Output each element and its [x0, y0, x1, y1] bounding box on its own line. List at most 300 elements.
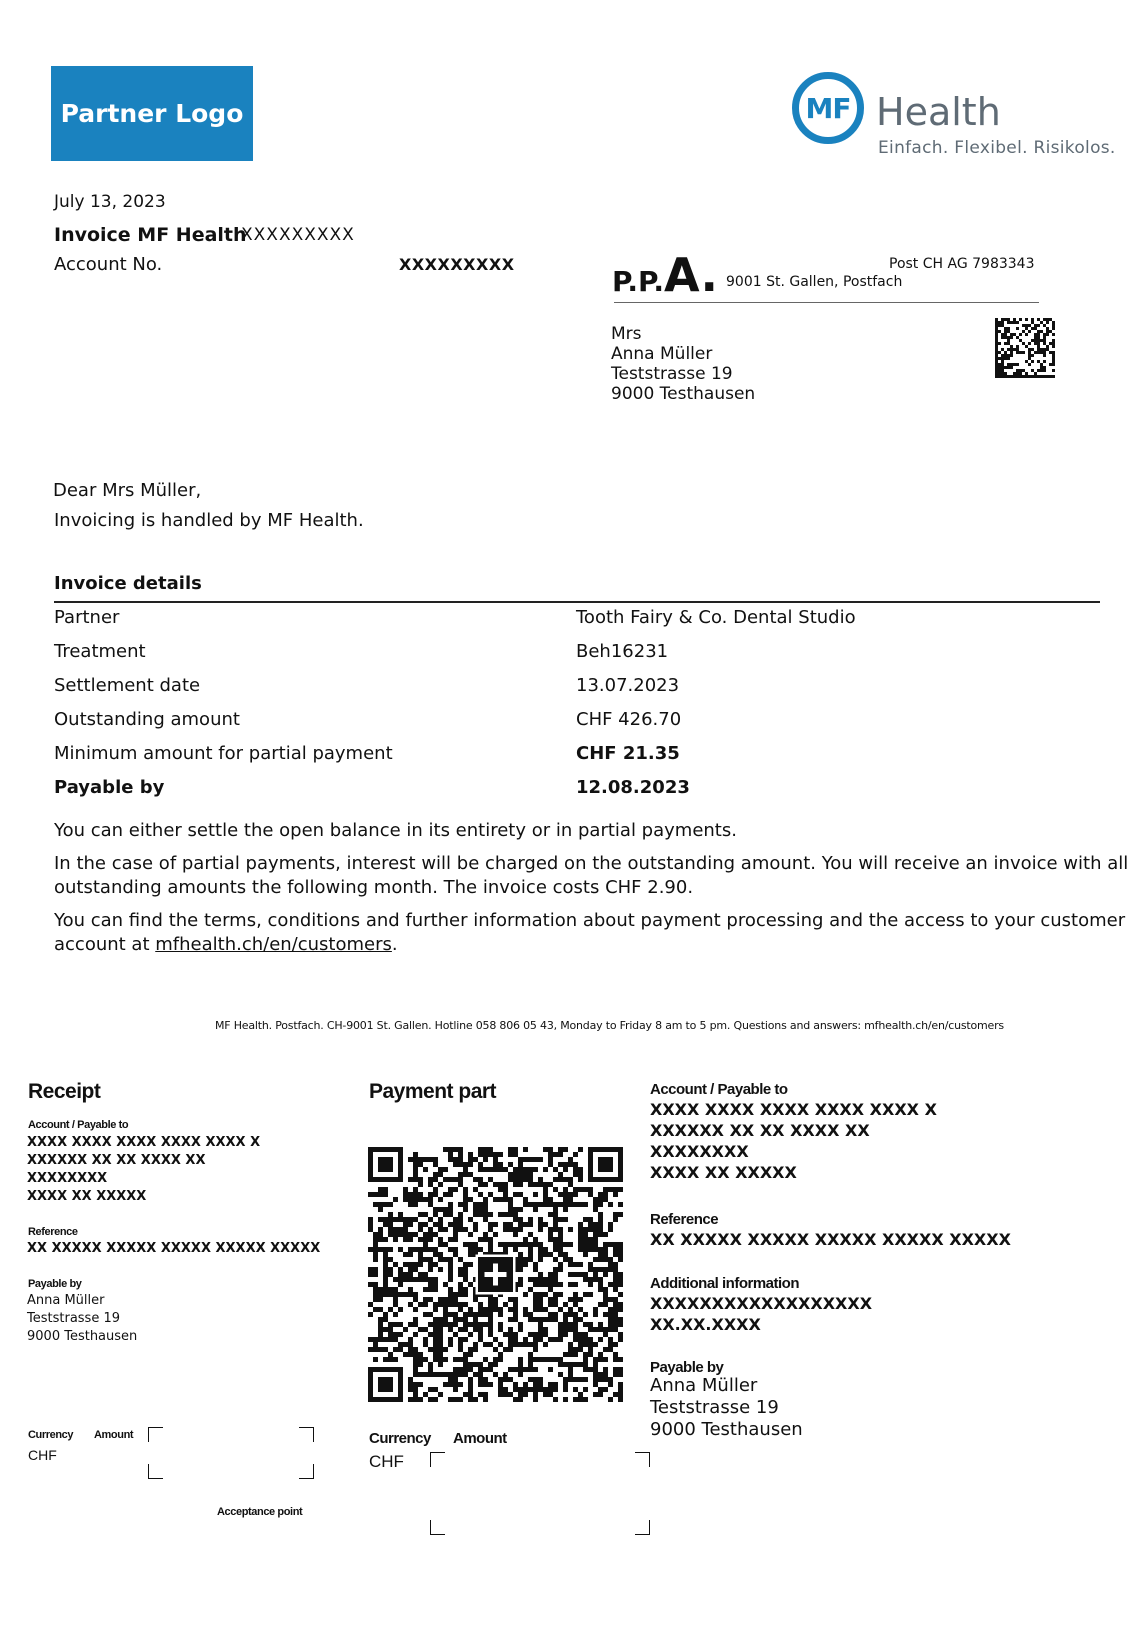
qr-module: [373, 1232, 378, 1237]
qr-module: [423, 1372, 428, 1377]
qr-module: [588, 1327, 593, 1332]
qr-module: [583, 1247, 588, 1252]
qr-module: [598, 1247, 603, 1252]
qr-module: [548, 1152, 553, 1157]
qr-module: [558, 1357, 563, 1362]
qr-module: [398, 1212, 403, 1217]
qr-module: [573, 1352, 578, 1357]
datamatrix-module: [998, 363, 1001, 366]
qr-module: [523, 1367, 528, 1372]
qr-module: [393, 1197, 398, 1202]
qr-module: [618, 1337, 623, 1342]
qr-module: [458, 1222, 463, 1227]
qr-module: [428, 1257, 433, 1262]
qr-module: [613, 1372, 618, 1377]
qr-module: [573, 1162, 578, 1167]
qr-module: [513, 1242, 518, 1247]
qr-module: [503, 1227, 508, 1232]
qr-module: [478, 1167, 483, 1172]
payment-amount-box[interactable]: [430, 1452, 650, 1535]
qr-module: [528, 1232, 533, 1237]
qr-module: [463, 1372, 468, 1377]
qr-module: [563, 1322, 568, 1327]
mf-logo-mark-text: MF: [805, 91, 851, 125]
qr-module: [388, 1327, 393, 1332]
qr-module: [593, 1342, 598, 1347]
qr-module: [503, 1392, 508, 1397]
qr-module: [413, 1247, 418, 1252]
qr-module: [563, 1352, 568, 1357]
receipt-reference-label: Reference: [28, 1226, 78, 1238]
qr-module: [448, 1322, 453, 1327]
datamatrix-module: [1016, 345, 1019, 348]
qr-module: [588, 1242, 593, 1247]
qr-module: [478, 1377, 483, 1382]
qr-module: [393, 1237, 398, 1242]
datamatrix-module: [998, 372, 1001, 375]
qr-module: [458, 1177, 463, 1182]
qr-module: [543, 1187, 548, 1192]
qr-module: [368, 1267, 373, 1272]
qr-module: [388, 1232, 393, 1237]
datamatrix-module: [1022, 369, 1025, 372]
qr-module: [493, 1182, 498, 1187]
qr-module: [498, 1342, 503, 1347]
qr-module: [408, 1272, 413, 1277]
qr-module: [478, 1362, 483, 1367]
detail-value: CHF 21.35: [576, 743, 680, 764]
intro-text: Invoicing is handled by MF Health.: [54, 510, 364, 531]
qr-module: [548, 1357, 553, 1362]
qr-module: [383, 1202, 388, 1207]
qr-module: [523, 1202, 528, 1207]
payment-payable-by: [650, 1375, 803, 1441]
payment-reference: XX XXXXX XXXXX XXXXX XXXXX XXXXX: [650, 1230, 1011, 1249]
qr-module: [433, 1162, 438, 1167]
datamatrix-module: [1031, 348, 1034, 351]
datamatrix-module: [1043, 351, 1046, 354]
datamatrix-module: [1025, 327, 1028, 330]
qr-module: [573, 1167, 578, 1172]
qr-module: [578, 1242, 583, 1247]
qr-module: [608, 1337, 613, 1342]
qr-module: [388, 1307, 393, 1312]
qr-module: [538, 1292, 543, 1297]
qr-module: [538, 1202, 543, 1207]
qr-module: [488, 1322, 493, 1327]
qr-module: [598, 1277, 603, 1282]
qr-module: [523, 1312, 528, 1317]
qr-module: [483, 1357, 488, 1362]
qr-module: [468, 1162, 473, 1167]
qr-module: [418, 1247, 423, 1252]
qr-module: [553, 1272, 558, 1277]
qr-module: [483, 1157, 488, 1162]
qr-module: [518, 1207, 523, 1212]
qr-module: [463, 1272, 468, 1277]
qr-module: [503, 1347, 508, 1352]
qr-module: [378, 1332, 383, 1337]
qr-module: [408, 1302, 413, 1307]
receipt-currency-label: Currency: [28, 1429, 74, 1441]
qr-module: [478, 1307, 483, 1312]
qr-module: [498, 1307, 503, 1312]
qr-module: [513, 1367, 518, 1372]
qr-module: [563, 1302, 568, 1307]
datamatrix-module: [998, 351, 1001, 354]
qr-module: [473, 1207, 478, 1212]
qr-module: [558, 1242, 563, 1247]
qr-module: [518, 1267, 523, 1272]
qr-module: [378, 1217, 383, 1222]
qr-module: [593, 1207, 598, 1212]
payment-account-line: XXXXXXXX: [650, 1142, 749, 1161]
qr-module: [558, 1237, 563, 1242]
qr-module: [588, 1282, 593, 1287]
qr-module: [553, 1167, 558, 1172]
qr-module: [483, 1312, 488, 1317]
datamatrix-module: [1001, 372, 1004, 375]
qr-module: [393, 1277, 398, 1282]
datamatrix-module: [1037, 330, 1040, 333]
qr-module: [433, 1332, 438, 1337]
datamatrix-module: [1052, 363, 1055, 366]
datamatrix-module: [1010, 333, 1013, 336]
qr-module: [463, 1337, 468, 1342]
qr-module: [598, 1282, 603, 1287]
qr-module: [523, 1157, 528, 1162]
qr-module: [373, 1347, 378, 1352]
qr-module: [448, 1277, 453, 1282]
qr-module: [453, 1227, 458, 1232]
qr-module: [468, 1157, 473, 1162]
qr-module: [498, 1197, 503, 1202]
qr-module: [383, 1247, 388, 1252]
qr-module: [548, 1302, 553, 1307]
qr-module: [388, 1292, 393, 1297]
datamatrix-module: [1001, 348, 1004, 351]
qr-module: [613, 1327, 618, 1332]
qr-module: [588, 1217, 593, 1222]
qr-module: [568, 1372, 573, 1377]
qr-module: [583, 1352, 588, 1357]
qr-module: [418, 1177, 423, 1182]
qr-module: [543, 1222, 548, 1227]
datamatrix-module: [1022, 342, 1025, 345]
datamatrix-module: [1028, 363, 1031, 366]
qr-module: [408, 1267, 413, 1272]
qr-module: [408, 1337, 413, 1342]
qr-module: [373, 1297, 378, 1302]
qr-module: [513, 1152, 518, 1157]
qr-module: [573, 1302, 578, 1307]
datamatrix-module: [1025, 333, 1028, 336]
qr-module: [463, 1287, 468, 1292]
qr-module: [598, 1322, 603, 1327]
qr-module: [488, 1302, 493, 1307]
datamatrix-module: [1001, 360, 1004, 363]
qr-module: [558, 1292, 563, 1297]
qr-module: [573, 1172, 578, 1177]
qr-module: [463, 1322, 468, 1327]
datamatrix-module: [1037, 324, 1040, 327]
qr-module: [618, 1247, 623, 1252]
qr-module: [528, 1312, 533, 1317]
qr-module: [518, 1327, 523, 1332]
qr-module: [578, 1222, 583, 1227]
qr-module: [473, 1362, 478, 1367]
qr-module: [578, 1272, 583, 1277]
qr-module: [533, 1377, 538, 1382]
qr-module: [518, 1192, 523, 1197]
qr-module: [608, 1282, 613, 1287]
qr-module: [533, 1167, 538, 1172]
qr-module: [488, 1152, 493, 1157]
qr-module: [618, 1382, 623, 1387]
qr-module: [463, 1162, 468, 1167]
qr-module: [508, 1162, 513, 1167]
qr-module: [443, 1347, 448, 1352]
qr-module: [483, 1217, 488, 1222]
qr-module: [428, 1362, 433, 1367]
qr-module: [613, 1352, 618, 1357]
qr-module: [543, 1317, 548, 1322]
qr-module: [558, 1307, 563, 1312]
qr-module: [563, 1217, 568, 1222]
qr-module: [613, 1302, 618, 1307]
qr-module: [508, 1392, 513, 1397]
qr-module: [448, 1192, 453, 1197]
qr-module: [618, 1392, 623, 1397]
datamatrix-module: [1031, 318, 1034, 321]
qr-module: [418, 1157, 423, 1162]
qr-module: [473, 1397, 478, 1402]
qr-module: [528, 1157, 533, 1162]
qr-module: [573, 1337, 578, 1342]
qr-module: [593, 1357, 598, 1362]
qr-module: [608, 1267, 613, 1272]
qr-module: [408, 1277, 413, 1282]
qr-module: [433, 1397, 438, 1402]
qr-module: [373, 1237, 378, 1242]
datamatrix-module: [998, 330, 1001, 333]
qr-module: [583, 1217, 588, 1222]
qr-module: [383, 1337, 388, 1342]
qr-module: [448, 1377, 453, 1382]
qr-module: [518, 1227, 523, 1232]
qr-module: [453, 1217, 458, 1222]
datamatrix-module: [1034, 339, 1037, 342]
qr-module: [423, 1257, 428, 1262]
qr-module: [498, 1242, 503, 1247]
qr-module: [603, 1367, 608, 1372]
qr-module: [428, 1182, 433, 1187]
datamatrix-module: [1052, 324, 1055, 327]
qr-module: [573, 1152, 578, 1157]
qr-module: [448, 1147, 453, 1152]
post-ch-number: Post CH AG 7983343: [889, 256, 1035, 272]
datamatrix-module: [1007, 357, 1010, 360]
qr-module: [613, 1267, 618, 1272]
qr-module: [503, 1247, 508, 1252]
qr-module: [588, 1227, 593, 1232]
qr-module: [563, 1252, 568, 1257]
qr-module: [603, 1297, 608, 1302]
qr-module: [498, 1322, 503, 1327]
qr-module: [618, 1357, 623, 1362]
qr-module: [598, 1212, 603, 1217]
qr-module: [463, 1292, 468, 1297]
qr-module: [508, 1147, 513, 1152]
datamatrix-module: [1007, 339, 1010, 342]
recipient-line: Teststrasse 19: [611, 364, 733, 384]
qr-module: [433, 1307, 438, 1312]
qr-module: [563, 1197, 568, 1202]
qr-module: [423, 1312, 428, 1317]
qr-module: [588, 1342, 593, 1347]
qr-module: [558, 1337, 563, 1342]
qr-module: [383, 1282, 388, 1287]
qr-module: [398, 1347, 403, 1352]
receipt-amount-label: Amount: [94, 1429, 134, 1441]
qr-module: [588, 1347, 593, 1352]
qr-module: [388, 1217, 393, 1222]
qr-module: [458, 1162, 463, 1167]
qr-module: [488, 1147, 493, 1152]
qr-module: [528, 1252, 533, 1257]
qr-module: [538, 1327, 543, 1332]
qr-module: [528, 1277, 533, 1282]
qr-module: [593, 1382, 598, 1387]
qr-module: [563, 1327, 568, 1332]
qr-module: [533, 1207, 538, 1212]
qr-module: [503, 1377, 508, 1382]
qr-module: [428, 1232, 433, 1237]
datamatrix-module: [1031, 339, 1034, 342]
qr-module: [433, 1327, 438, 1332]
datamatrix-module: [1043, 318, 1046, 321]
qr-module: [608, 1202, 613, 1207]
qr-module: [513, 1317, 518, 1322]
qr-module: [588, 1267, 593, 1272]
qr-module: [588, 1247, 593, 1252]
qr-module: [548, 1237, 553, 1242]
qr-module: [528, 1367, 533, 1372]
qr-module: [478, 1177, 483, 1182]
qr-module: [538, 1272, 543, 1277]
qr-module: [373, 1192, 378, 1197]
qr-module: [408, 1247, 413, 1252]
qr-module: [483, 1367, 488, 1372]
qr-module: [468, 1362, 473, 1367]
datamatrix-module: [1043, 336, 1046, 339]
qr-module: [433, 1172, 438, 1177]
recipient-line: Anna Müller: [611, 344, 713, 364]
qr-module: [613, 1252, 618, 1257]
qr-module: [578, 1377, 583, 1382]
qr-module: [583, 1377, 588, 1382]
qr-module: [553, 1242, 558, 1247]
qr-module: [553, 1302, 558, 1307]
datamatrix-module: [1013, 318, 1016, 321]
datamatrix-module: [1022, 351, 1025, 354]
qr-module: [478, 1372, 483, 1377]
qr-module: [563, 1147, 568, 1152]
qr-module: [448, 1297, 453, 1302]
qr-module: [458, 1212, 463, 1217]
qr-module: [528, 1287, 533, 1292]
receipt-amount-box[interactable]: [148, 1427, 314, 1479]
datamatrix-module: [998, 324, 1001, 327]
qr-module: [613, 1217, 618, 1222]
qr-module: [438, 1222, 443, 1227]
qr-module: [518, 1262, 523, 1267]
qr-module: [468, 1397, 473, 1402]
customers-link[interactable]: mfhealth.ch/en/customers: [155, 934, 392, 955]
qr-module: [458, 1287, 463, 1292]
qr-module: [408, 1252, 413, 1257]
payment-payable-line: 9000 Testhausen: [650, 1419, 803, 1440]
qr-module: [548, 1232, 553, 1237]
qr-module: [523, 1262, 528, 1267]
qr-module: [618, 1292, 623, 1297]
recipient-line: Mrs: [611, 324, 642, 344]
qr-module: [568, 1272, 573, 1277]
corner-mark: [299, 1464, 314, 1479]
datamatrix-module: [1043, 339, 1046, 342]
qr-module: [608, 1382, 613, 1387]
qr-module: [473, 1242, 478, 1247]
qr-module: [473, 1322, 478, 1327]
qr-module: [468, 1282, 473, 1287]
datamatrix-module: [998, 342, 1001, 345]
datamatrix-module: [1052, 345, 1055, 348]
datamatrix-module: [998, 357, 1001, 360]
qr-module: [583, 1232, 588, 1237]
datamatrix-module: [1025, 360, 1028, 363]
qr-module: [448, 1222, 453, 1227]
qr-module: [483, 1307, 488, 1312]
qr-module: [448, 1397, 453, 1402]
qr-module: [433, 1342, 438, 1347]
qr-module: [548, 1162, 553, 1167]
qr-module: [488, 1327, 493, 1332]
qr-module: [488, 1227, 493, 1232]
qr-module: [388, 1357, 393, 1362]
qr-module: [573, 1192, 578, 1197]
datamatrix-module: [1034, 336, 1037, 339]
qr-module: [483, 1152, 488, 1157]
qr-module: [583, 1272, 588, 1277]
qr-module: [418, 1382, 423, 1387]
qr-module: [433, 1252, 438, 1257]
qr-module: [438, 1237, 443, 1242]
qr-module: [533, 1297, 538, 1302]
qr-module: [533, 1292, 538, 1297]
qr-module: [508, 1347, 513, 1352]
qr-module: [618, 1282, 623, 1287]
qr-module: [438, 1267, 443, 1272]
datamatrix-module: [1013, 321, 1016, 324]
qr-module: [543, 1307, 548, 1312]
qr-module: [458, 1182, 463, 1187]
datamatrix-module: [1016, 336, 1019, 339]
qr-module: [568, 1307, 573, 1312]
qr-module: [448, 1287, 453, 1292]
qr-module: [563, 1312, 568, 1317]
qr-module: [558, 1147, 563, 1152]
details-title: Invoice details: [54, 573, 202, 594]
